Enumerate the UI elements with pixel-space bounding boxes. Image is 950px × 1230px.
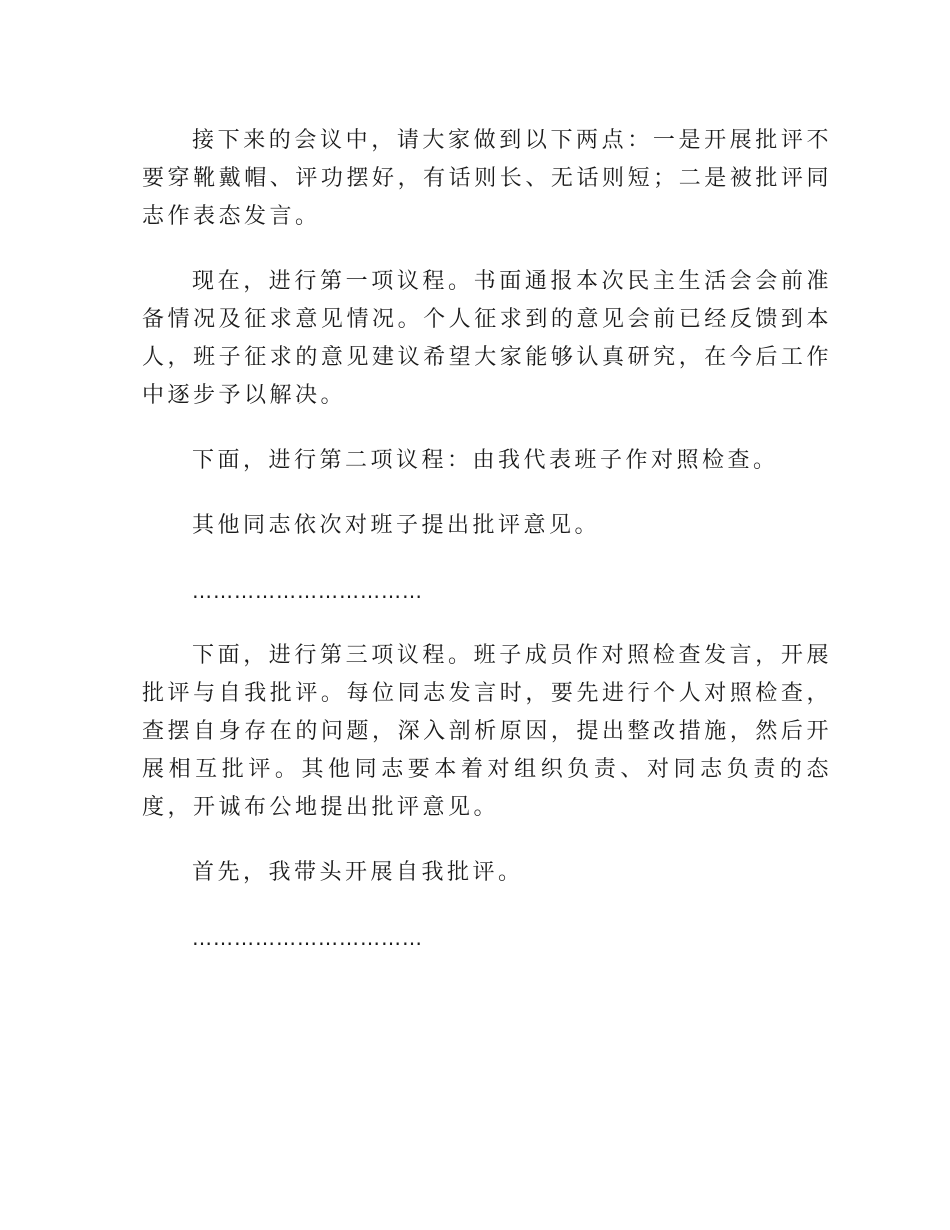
ellipsis-separator: …………………………… (192, 579, 423, 603)
paragraph-meeting-requirements: 接下来的会议中，请大家做到以下两点：一是开展批评不要穿靴戴帽、评功摆好，有话则长、无话则短；二是被批评同志作表态发言。 (142, 128, 832, 229)
ellipsis-separator: …………………………… (192, 926, 423, 950)
document-body (142, 122, 832, 984)
paragraph-agenda-item-two: 下面，进行第二项议程：由我代表班子作对照检查。 (192, 448, 779, 473)
paragraph-criticism-of-team: 其他同志依次对班子提出批评意见。 (192, 513, 601, 538)
paragraph-agenda-item-three: 下面，进行第三项议程。班子成员作对照检查发言，开展批评与自我批评。每位同志发言时，要先进行个人对照检查，查摆自身存在的问题，深入剖析原因，提出整改措施，然后开展相互批评。其他同志要本着对组织负责、对同志负责的态度，开诚布公地提出批评意见。 (142, 643, 832, 820)
paragraph-agenda-item-one: 现在，进行第一项议程。书面通报本次民主生活会会前准备情况及征求意见情况。个人征求到的意见会前已经反馈到本人，班子征求的意见建议希望大家能够认真研究，在今后工作中逐步予以解决。 (142, 269, 832, 408)
paragraph-self-criticism: 首先，我带头开展自我批评。 (192, 860, 524, 885)
